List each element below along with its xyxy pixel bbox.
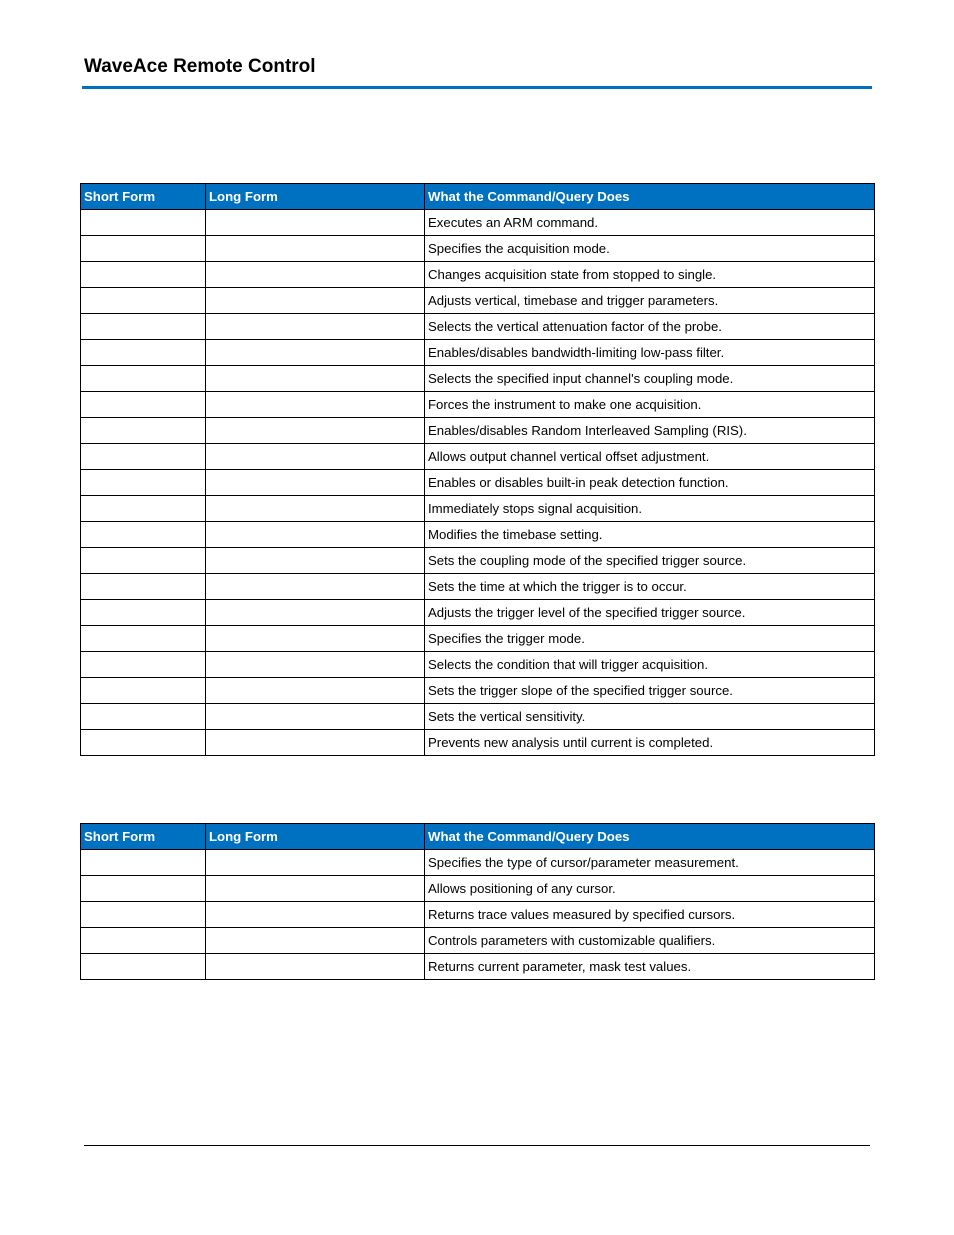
description-cell: Returns current parameter, mask test values. (425, 954, 875, 980)
long-form-cell (206, 366, 425, 392)
long-form-cell (206, 522, 425, 548)
column-header-description: What the Command/Query Does (425, 184, 875, 210)
description-cell: Forces the instrument to make one acquisition. (425, 392, 875, 418)
short-form-cell (81, 236, 206, 262)
short-form-cell (81, 314, 206, 340)
table-row (81, 850, 875, 876)
table-row (81, 678, 875, 704)
description-cell: Returns trace values measured by specified cursors. (425, 902, 875, 928)
long-form-cell (206, 678, 425, 704)
description-cell: Adjusts the trigger level of the specified trigger source. (425, 600, 875, 626)
long-form-cell (206, 626, 425, 652)
short-form-cell (81, 574, 206, 600)
table-row (81, 600, 875, 626)
table-row (81, 954, 875, 980)
table-row (81, 262, 875, 288)
long-form-cell (206, 876, 425, 902)
title-divider (82, 86, 872, 89)
description-cell: Sets the vertical sensitivity. (425, 704, 875, 730)
long-form-cell (206, 262, 425, 288)
table-row (81, 574, 875, 600)
short-form-cell (81, 522, 206, 548)
long-form-cell (206, 470, 425, 496)
table-row (81, 366, 875, 392)
short-form-cell (81, 902, 206, 928)
page-title: WaveAce Remote Control (84, 56, 316, 77)
table-row (81, 928, 875, 954)
table-row (81, 418, 875, 444)
table-row (81, 496, 875, 522)
long-form-cell (206, 902, 425, 928)
column-header-long-form: Long Form (206, 824, 425, 850)
description-cell: Selects the condition that will trigger acquisition. (425, 652, 875, 678)
description-cell: Controls parameters with customizable qualifiers. (425, 928, 875, 954)
table-row (81, 548, 875, 574)
long-form-cell (206, 288, 425, 314)
short-form-cell (81, 730, 206, 756)
long-form-cell (206, 600, 425, 626)
column-header-description: What the Command/Query Does (425, 824, 875, 850)
short-form-cell (81, 340, 206, 366)
long-form-cell (206, 954, 425, 980)
table-row (81, 236, 875, 262)
description-cell: Enables or disables built-in peak detection function. (425, 470, 875, 496)
description-cell: Selects the specified input channel's coupling mode. (425, 366, 875, 392)
table-row (81, 210, 875, 236)
long-form-cell (206, 236, 425, 262)
table-row (81, 704, 875, 730)
table-row (81, 288, 875, 314)
description-cell: Prevents new analysis until current is completed. (425, 730, 875, 756)
short-form-cell (81, 418, 206, 444)
footer-divider (84, 1145, 870, 1146)
table-row (81, 470, 875, 496)
table-header-row (81, 824, 875, 850)
long-form-cell (206, 704, 425, 730)
table-row (81, 730, 875, 756)
description-cell: Immediately stops signal acquisition. (425, 496, 875, 522)
table-row (81, 652, 875, 678)
description-cell: Modifies the timebase setting. (425, 522, 875, 548)
description-cell: Specifies the acquisition mode. (425, 236, 875, 262)
long-form-cell (206, 574, 425, 600)
short-form-cell (81, 652, 206, 678)
description-cell: Allows output channel vertical offset adjustment. (425, 444, 875, 470)
long-form-cell (206, 548, 425, 574)
description-cell: Executes an ARM command. (425, 210, 875, 236)
long-form-cell (206, 418, 425, 444)
long-form-cell (206, 850, 425, 876)
short-form-cell (81, 210, 206, 236)
short-form-cell (81, 876, 206, 902)
long-form-cell (206, 392, 425, 418)
short-form-cell (81, 678, 206, 704)
short-form-cell (81, 470, 206, 496)
long-form-cell (206, 210, 425, 236)
short-form-cell (81, 704, 206, 730)
description-cell: Enables/disables Random Interleaved Sampling (RIS). (425, 418, 875, 444)
short-form-cell (81, 548, 206, 574)
table-row (81, 444, 875, 470)
short-form-cell (81, 288, 206, 314)
description-cell: Sets the coupling mode of the specified trigger source. (425, 548, 875, 574)
description-cell: Specifies the type of cursor/parameter measurement. (425, 850, 875, 876)
column-header-short-form: Short Form (81, 824, 206, 850)
description-cell: Sets the time at which the trigger is to occur. (425, 574, 875, 600)
table-row (81, 876, 875, 902)
short-form-cell (81, 262, 206, 288)
short-form-cell (81, 496, 206, 522)
long-form-cell (206, 652, 425, 678)
description-cell: Enables/disables bandwidth-limiting low-pass filter. (425, 340, 875, 366)
table-header-row (81, 184, 875, 210)
table-row (81, 392, 875, 418)
column-header-short-form: Short Form (81, 184, 206, 210)
short-form-cell (81, 444, 206, 470)
short-form-cell (81, 954, 206, 980)
short-form-cell (81, 392, 206, 418)
command-table-acquisition (80, 183, 875, 756)
description-cell: Adjusts vertical, timebase and trigger parameters. (425, 288, 875, 314)
long-form-cell (206, 928, 425, 954)
table-row (81, 626, 875, 652)
table-row (81, 522, 875, 548)
long-form-cell (206, 496, 425, 522)
description-cell: Specifies the trigger mode. (425, 626, 875, 652)
command-table-cursor (80, 823, 875, 980)
table-row (81, 340, 875, 366)
description-cell: Allows positioning of any cursor. (425, 876, 875, 902)
short-form-cell (81, 600, 206, 626)
short-form-cell (81, 850, 206, 876)
long-form-cell (206, 444, 425, 470)
short-form-cell (81, 366, 206, 392)
table-row (81, 902, 875, 928)
column-header-long-form: Long Form (206, 184, 425, 210)
description-cell: Changes acquisition state from stopped to single. (425, 262, 875, 288)
description-cell: Selects the vertical attenuation factor of the probe. (425, 314, 875, 340)
long-form-cell (206, 730, 425, 756)
short-form-cell (81, 928, 206, 954)
table-row (81, 314, 875, 340)
short-form-cell (81, 626, 206, 652)
long-form-cell (206, 314, 425, 340)
long-form-cell (206, 340, 425, 366)
description-cell: Sets the trigger slope of the specified trigger source. (425, 678, 875, 704)
